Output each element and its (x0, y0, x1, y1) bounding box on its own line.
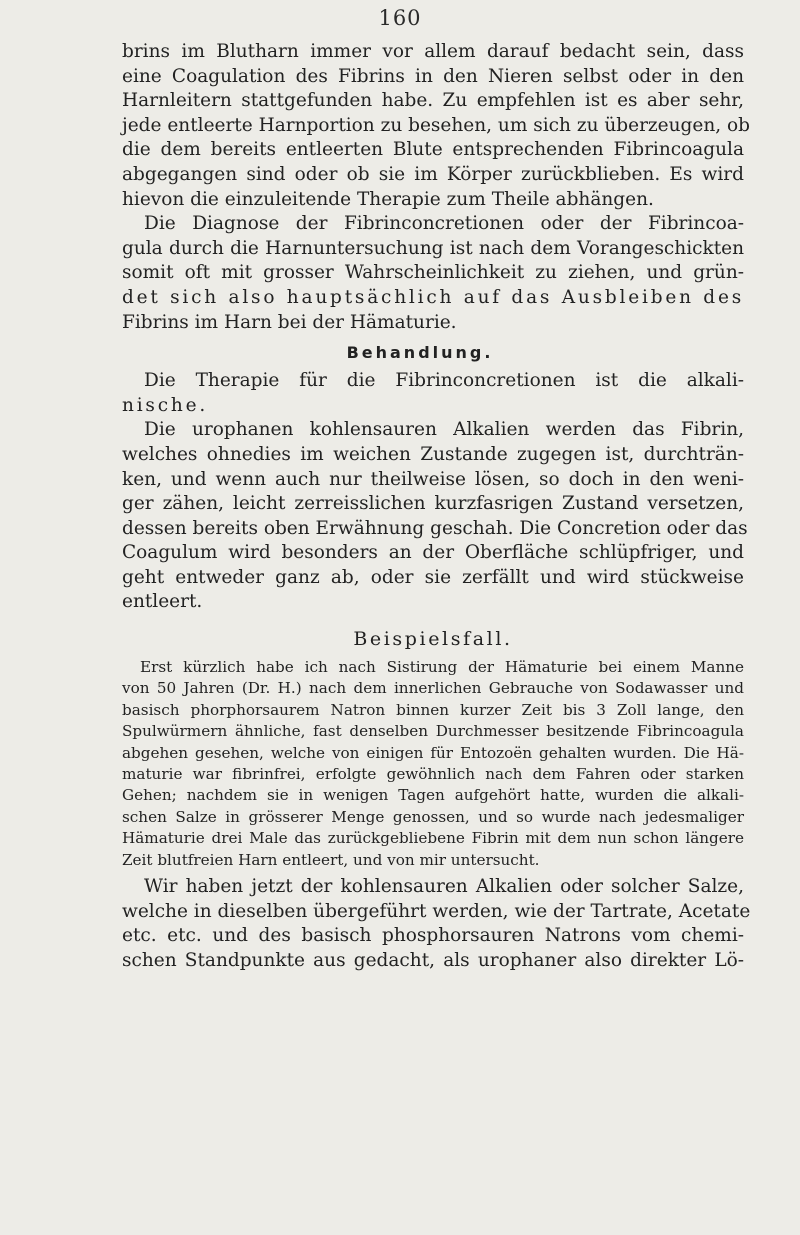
text-line: Die Therapie für die Fibrinconcretionen ist die alkali- (144, 370, 744, 392)
text-line: welches ohnedies im weichen Zustande zugegen ist, durchträn- (122, 443, 744, 465)
text-line: Coagulum wird besonders an der Oberfläche schlüpfriger, und (122, 542, 744, 564)
paragraph-urophane-salze (122, 875, 751, 973)
case-line: schen Salze in grösserer Menge genossen, und so wurde nach jedesmaliger (122, 807, 744, 826)
case-line: Erst kürzlich habe ich nach Sistirung der Hämaturie bei einem Manne (140, 658, 744, 677)
case-line: von 50 Jahren (Dr. H.) nach dem innerlichen Gebrauche von Sodawasser und (122, 679, 744, 698)
case-line: abgehen gesehen, welche von einigen für Entozoën gehalten wurden. Die Hä- (122, 743, 744, 762)
text-line: eine Coagulation des Fibrins in den Nieren selbst oder in den (122, 65, 744, 87)
text-line: brins im Blutharn immer vor allem darauf bedacht sein, dass (122, 41, 744, 62)
text-line: somit oft mit grosser Wahrscheinlichkeit zu ziehen, und grün- (122, 262, 744, 284)
text-line: nische. (122, 394, 209, 416)
text-line: Die urophanen kohlensauren Alkalien werden das Fibrin, (144, 419, 744, 441)
section-heading-behandlung: Behandlung. (346, 343, 494, 363)
text-line: Fibrins im Harn bei der Hämaturie. (122, 311, 457, 333)
text-line: Die Diagnose der Fibrinconcretionen oder der Fibrincoa- (144, 213, 744, 235)
text-line: gula durch die Harnuntersuchung ist nach dem Vorangeschickten (122, 237, 744, 259)
case-line: maturie war fibrinfrei, erfolgte gewöhnlich nach dem Fahren oder starken (122, 765, 744, 784)
text-line: hievon die einzuleitende Therapie zum Theile abhängen. (122, 188, 654, 210)
text-line: Wir haben jetzt der kohlensauren Alkalien oder solcher Salze, (144, 875, 744, 897)
case-report (122, 657, 744, 871)
text-line: dessen bereits oben Erwähnung geschah. Die Concretion oder das (122, 517, 748, 539)
text-line: det sich also hauptsächlich auf das Ausbleiben des (122, 286, 744, 308)
paragraph-alkalien (122, 418, 748, 615)
text-line: abgegangen sind oder ob sie im Körper zurückblieben. Es wird (122, 163, 744, 185)
text-line: die dem bereits entleerten Blute entsprechenden Fibrincoagula (122, 139, 744, 161)
case-line: Gehen; nachdem sie in wenigen Tagen aufgehört hatte, wurden die alkali- (122, 786, 744, 805)
text-line: entleert. (122, 591, 203, 613)
text-line: ken, und wenn auch nur theilweise lösen, so doch in den weni- (122, 468, 744, 490)
text-line: schen Standpunkte aus gedacht, als urophaner also direkter Lö- (122, 949, 744, 971)
text-line: welche in dieselben übergeführt werden, wie der Tartrate, Acetate (122, 900, 751, 922)
text-line: jede entleerte Harnportion zu besehen, um sich zu überzeugen, ob (122, 114, 750, 136)
section-heading-beispielsfall: Beispielsfall. (353, 628, 513, 651)
case-line: Spulwürmern ähnliche, fast denselben Durchmesser besitzende Fibrincoagula (122, 722, 744, 741)
text-line: Harnleitern stattgefunden habe. Zu empfehlen ist es aber sehr, (122, 90, 744, 112)
page-number: 160 (378, 6, 422, 30)
text-line: ger zähen, leicht zerreisslichen kurzfasrigen Zustand versetzen, (122, 493, 744, 515)
case-line: basisch phorphorsaurem Natron binnen kurzer Zeit bis 3 Zoll lange, den (122, 700, 744, 719)
case-line: Hämaturie drei Male das zurückgebliebene Fibrin mit dem nun schon längere (122, 829, 744, 848)
paragraph-fibrin-coagulation (122, 40, 750, 212)
paragraph-diagnose (122, 212, 744, 335)
case-line: Zeit blutfreien Harn entleert, und von mir untersucht. (122, 850, 540, 869)
text-line: geht entweder ganz ab, oder sie zerfällt und wird stückweise (122, 566, 744, 588)
paragraph-therapie (122, 369, 744, 418)
text-line: etc. etc. und des basisch phosphorsauren Natrons vom chemi- (122, 925, 744, 947)
page-body (122, 40, 751, 973)
